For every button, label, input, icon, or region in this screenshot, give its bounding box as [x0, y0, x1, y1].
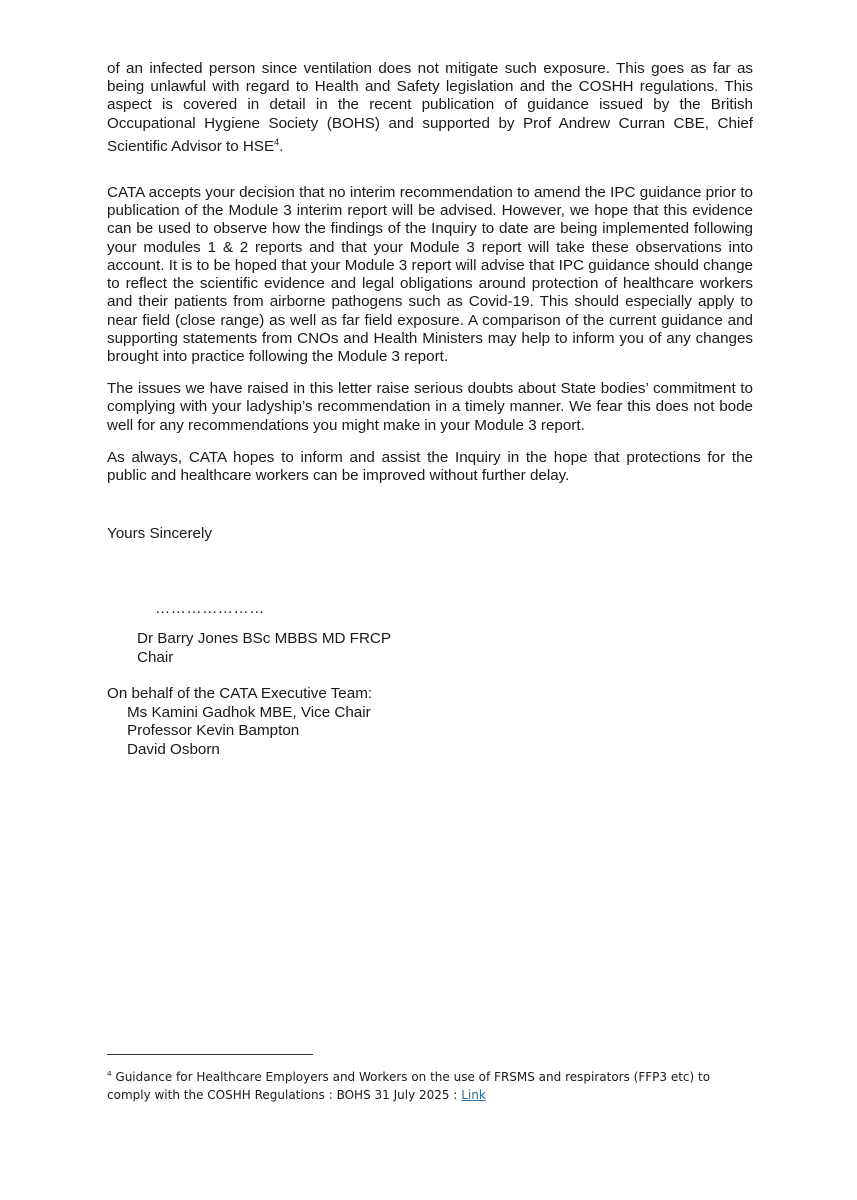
paragraph-state-bodies: The issues we have raised in this letter raise serious doubts about State bodies’ commitment to complying with your ladyship’s recommendation in a timely manner. We fear this does not bode well for any recommendations you might make in your Module 3 report.: [107, 380, 753, 434]
paragraph-closing-remarks: As always, CATA hopes to inform and assist the Inquiry in the hope that protections for the public and healthcare workers can be improved without further delay.: [107, 448, 753, 484]
signer-name: Dr Barry Jones BSc MBBS MD FRCP: [137, 630, 392, 647]
footnote-reference[interactable]: 4: [274, 136, 280, 147]
footnote-text: Guidance for Healthcare Employers and Workers on the use of FRSMS and respirators (FFP3 etc) to comply with the COSHH Regulations : BOHS 31 July 2025 :: [107, 1070, 711, 1102]
paragraph-ventilation-text: of an infected person since ventilation does not mitigate such exposure. This goes as far as being unlawful with regard to Health and Safety legislation and the COSHH regulations. This aspect is covered in detail in the recent publication of guidance issued by the British Occupational Hygiene Society (BOHS) and supported by Prof Andrew Curran CBE, Chief Scientific Advisor to HSE: [107, 60, 753, 155]
footnote: [107, 1065, 757, 1104]
paragraph-ventilation: of an infected person since ventilation does not mitigate such exposure. This goes as far as being unlawful with regard to Health and Safety legislation and the COSHH regulations. This aspect is covered in detail in the recent publication of guidance issued by the British Occupational Hygiene Society (BOHS) and supported by Prof Andrew Curran CBE, Chief Scientific Advisor to HSE$^4$.: [107, 60, 753, 155]
closing-salutation: Yours Sincerely: [107, 525, 212, 542]
footnote-divider: [107, 1054, 313, 1055]
team-member: David Osborn: [127, 740, 220, 758]
paragraph-interim-recommendation: CATA accepts your decision that no interim recommendation to amend the IPC guidance prior to publication of the Module 3 interim report will be advised. However, we hope that this evidence can be used to observe how the findings of the Inquiry to date are being implemented following your modules 1 & 2 reports and that your Module 3 report will take these observations into account. It is to be hoped that your Module 3 report will advise that IPC guidance should change to reflect the scientific evidence and legal obligations around protection of healthcare workers and their patients from airborne pathogens such as Covid-19. This should especially apply to near field (close range) as well as far field exposure. A comparison of the current guidance and supporting statements from CNOs and Health Ministers may help to inform you of any changes brought into practice following the Module 3 report.: [107, 184, 753, 365]
team-member: Ms Kamini Gadhok MBE, Vice Chair: [127, 703, 371, 721]
footnote-link[interactable]: Link: [461, 1088, 486, 1102]
signer-block: [137, 630, 391, 667]
letter-body: [107, 60, 753, 499]
footnote-number: 4: [107, 1069, 112, 1078]
signer-title: Chair: [137, 648, 174, 666]
executive-team-block: [107, 685, 372, 759]
team-member: Professor Kevin Bampton: [127, 722, 300, 739]
executive-team-heading: On behalf of the CATA Executive Team:: [107, 685, 373, 702]
signature-line: …………………: [155, 600, 265, 617]
